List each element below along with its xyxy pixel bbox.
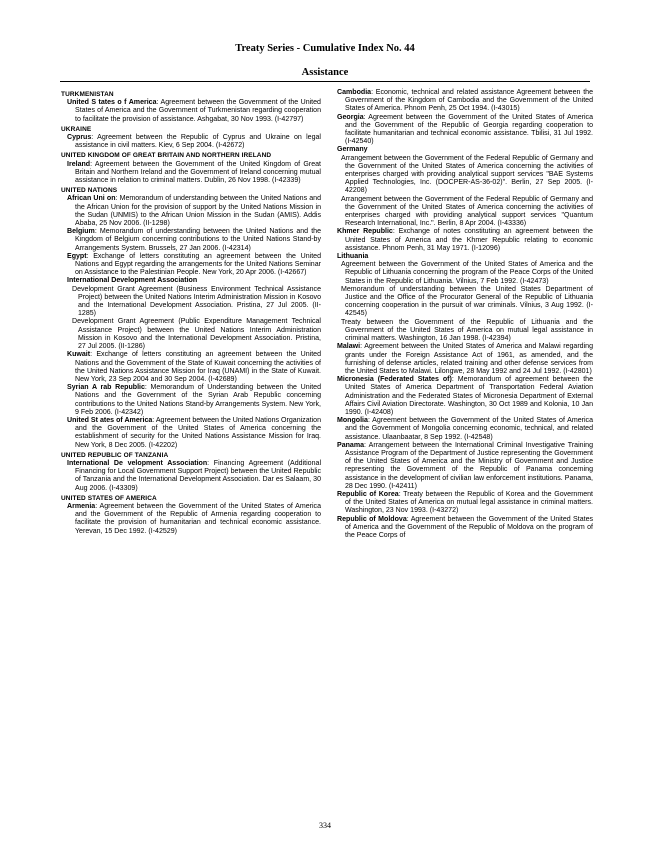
entry-armenia (61, 503, 321, 536)
entry-name: Syrian A rab Republic (67, 384, 145, 392)
entry-text: : Economic, technical and related assistance Agreement between the Government of the Kingdom of Cambodia and the Government of the United States of America. Phnom Penh, 25 Oct 1994. (I-43015) (345, 89, 593, 113)
entry-kuwait (61, 351, 321, 384)
entry-text: : Exchange of letters constituting an agreement between the United Nations and Egypt regarding the arrangements for the United Nations Seminar on Assistance to the Palestinian People. New York, 20 Apr 2006. (I-42667) (75, 252, 321, 277)
entry-ida-tanzania (61, 460, 321, 493)
entry-ida-grant-2: Development Grant Agreement (Public Expenditure Management Technical Assistance Project) between the United Nations Interim Administration Mission in Kosovo and the International Development Association. Pristina, 27 Jul 2005. (II-1286) (72, 318, 321, 351)
entry-republic-of-moldova (337, 516, 593, 541)
section-ukraine: UKRAINE (61, 125, 92, 133)
page-header-subtitle: Assistance (301, 67, 349, 78)
entry-micronesia (337, 376, 593, 417)
entry-name: Cambodia (337, 89, 372, 96)
entry-text: : Agreement between the Government of the United States of America and the Government of the Republic of Georgia regarding cooperation to facilitate humanitarian and technical economic assistance. Tbilisi, 31 Jul 1992. (I-42540) (345, 113, 593, 146)
page-number: 334 (319, 821, 331, 830)
section-united-kingdom: UNITED KINGDOM OF GREAT BRITAIN AND NORTHERN IRELAND (61, 152, 272, 160)
entry-malawi (337, 343, 593, 376)
entry-united-states (61, 99, 321, 124)
page-header-title: Treaty Series - Cumulative Index No. 44 (235, 43, 415, 54)
entry-text: : Arrangement between the International Criminal Investigative Training Assistance Program of the Department of Justice representing the Government of the United States of America and the Ministry of Government and Justice representing the Government of the Republic of Panama concerning assistance in the development of civilian law enforcement institutions. Panama, 28 Dec 1990. (I-42411) (345, 441, 593, 490)
entry-text: : Memorandum of agreement between the United States of America Department of Transportation Federal Aviation Administration and the Federated States of Micronesia Department of External Affairs Civil Aviation Directorate. Washington, 30 Oct 1989 and Kolonia, 10 Jan 1990. (I-42408) (345, 376, 593, 416)
entry-lithuania-heading: Lithuania (337, 253, 369, 261)
entry-name: Egypt (67, 252, 87, 260)
entry-name: Armenia (67, 502, 96, 510)
entry-name: Ireland (67, 160, 91, 168)
entry-text: : Treaty between the Republic of Korea and the Government of the United States of America on mutual legal assistance in criminal matters. Washington, 23 Nov 1993. (I-43272) (345, 490, 593, 515)
entry-belgium (61, 228, 321, 253)
entry-text: : Agreement between the Government of the United States of America and the Government of the Republic of Moldova on the program of the Peace Corps of (345, 515, 594, 539)
entry-united-states-un (61, 417, 321, 450)
entry-text: : Agreement between the United Nations Organization and the Government of the United States of America concerning the establishment of security for the United Nations Assistance Mission for Iraq. New York, 8 Dec 2005. (I-42202) (75, 416, 321, 449)
entry-ida-heading: International Development Association (67, 277, 198, 285)
entry-text: : Exchange of notes constituting an agreement between the United States of America and the Khmer Republic relating to economic assistance. Phnom Penh, 31 May 1971. (I-12096) (345, 228, 593, 252)
entry-name: Khmer Republic (337, 228, 393, 236)
right-column (337, 89, 593, 540)
entry-text: : Agreement between the Government of the United Kingdom of Great Britain and Northern Ireland and the Government of Ireland concerning mutual assistance in relation to criminal matters. Dublin, 26 Nov 1998. (I-42339) (75, 160, 321, 185)
entry-name: Republic of Korea (337, 490, 399, 498)
entry-text: : Agreement between the Government of the United States of America and the Government of Mongolia concerning economic, technical, and related assistance. Ulaanbaatar, 8 Sep 1992. (I-42548) (345, 417, 593, 441)
entry-ida-grant-1: Development Grant Agreement (Business Environment Technical Assistance Project) between the United Nations Interim Administration Mission in Kosovo and the International Development Association. Pristina, 27 Jul 2005. (II-1285) (72, 285, 321, 318)
entry-lithuania-1: Agreement between the Government of the United States of America and the Republic of Lithuania concerning the program of the Peace Corps of the United States in the Republic of Lithuania. Vilnius, 7 Feb 1992. (I-42473) (341, 261, 593, 285)
header-rule (60, 81, 590, 82)
entry-name: Panama (337, 441, 365, 449)
section-united-states: UNITED STATES OF AMERICA (61, 494, 157, 502)
entry-name: Republic of Moldova (337, 515, 407, 523)
entry-syria (61, 384, 321, 417)
section-turkmenistan: TURKMENISTAN (61, 91, 114, 98)
entry-text: : Agreement between the Government of the United States of America and the Government of Turkmenistan regarding cooperation to facilitate the provision of assistance. Ashgabat, 30 Nov 1993. (I-42797) (75, 99, 321, 123)
entry-name: United S tates o f America (67, 99, 157, 107)
left-column (61, 89, 321, 536)
entry-lithuania-3: Treaty between the Government of the Republic of Lithuania and the Government of the United States of America on mutual legal assistance in criminal matters. Washington, 16 Jan 1998. (I-42394) (341, 318, 593, 343)
entry-text: : Memorandum of understanding between the United Nations and the Kingdom of Belgium concerning contributions to the United Nations Stand-by Arrangements System. Brussels, 27 Jan 2006. (I-42314) (75, 228, 321, 252)
entry-khmer-republic (337, 228, 593, 253)
entry-name: Malawi (337, 343, 361, 351)
entry-name: United St ates of America (67, 416, 153, 424)
entry-ireland (61, 161, 321, 186)
entry-name: Micronesia (Federated States of) (337, 376, 452, 384)
entry-name: Kuwait (67, 351, 91, 359)
entry-name: Cyprus (67, 134, 92, 142)
entry-cambodia (337, 89, 593, 114)
entry-panama (337, 442, 593, 491)
entry-text: : Agreement between the Republic of Cyprus and Ukraine on legal assistance in civil matters. Kiev, 6 Sep 2004. (I-42672) (75, 134, 321, 150)
entry-name: Mongolia (337, 417, 368, 425)
entry-text: : Agreement between the United States of America and Malawi regarding grants under the Foreign Assistance Act of 1961, as amended, and the furnishing of defense articles, related training and other defense services from the United States to Malawi. Lilongwe, 28 May 1992 and 24 Jul 1992. (I-42801) (345, 343, 593, 375)
entry-germany-2: Arrangement between the Government of the Federal Republic of Germany and the Government of the United States of America concerning the activities of enterprises charged with providing analytical support services "Quantum Research International, Inc.". Berlin, 8 Apr 2004. (I-43336) (341, 195, 593, 228)
entry-text: : Agreement between the Government of the United States of America and the Government of the Republic of Armenia regarding cooperation to facilitate the provision of humanitarian and technical economic assistance. Yerevan, 15 Dec 1992. (I-42529) (75, 502, 321, 535)
entry-cyprus (61, 134, 321, 150)
entry-african-union (61, 195, 321, 228)
entry-text: : Memorandum of understanding between the United Nations and the African Union for the provision of support by the United Nations Mission in the Sudan (UNMIS) to the African Union Mission in the Sudan (AMIS). Addis Ababa, 25 Nov 2006. (II-1298) (75, 195, 321, 228)
entry-name: Georgia (337, 113, 364, 121)
entry-lithuania-2: Memorandum of understanding between the United States Department of Justice and the Office of the Procurator General of the Republic of Lithuania concerning cooperation in the pursuit of war criminals. Vilnius, 3 Aug 1992. (I-42545) (341, 285, 593, 318)
entry-georgia (337, 114, 593, 147)
entry-name: Belgium (67, 228, 95, 236)
entry-name: African Uni on (67, 195, 116, 203)
section-tanzania: UNITED REPUBLIC OF TANZANIA (61, 451, 169, 459)
entry-text: : Memorandum of Understanding between the United Nations and the Government of the Syrian Arab Republic concerning contributions to the United Nations Stand-by Arrangements System. New York, 9 Feb 2006. (I-42342) (75, 384, 321, 416)
entry-germany-heading: Germany (337, 146, 368, 154)
entry-text: : Exchange of letters constituting an agreement between the United Nations and the Government of the State of Kuwait concerning the activities of the United Nations Assistance Mission for Iraq (UNAMI) in the State of Kuwait. New York, 23 Sep 2004 and 30 Sep 2004. (I-42689) (75, 351, 321, 383)
entry-republic-of-korea (337, 491, 593, 516)
section-united-nations: UNITED NATIONS (61, 187, 118, 195)
entry-name: International De velopment Association (67, 459, 208, 467)
entry-egypt (61, 253, 321, 278)
entry-text: : Financing Agreement (Additional Financing for Local Government Support Project) between the United Republic of Tanzania and the International Development Association. Dar es Salaam, 30 Aug 2006. (I-43309) (75, 459, 322, 492)
entry-germany-1: Arrangement between the Government of the Federal Republic of Germany and the Government of the United States of America concerning the activities of enterprises charged with providing analytical support services "BAE Systems Applied Technologies, Inc. (DOCPER-AS-36-02)". Berlin, 27 Sep 2005. (I-42208) (341, 154, 593, 195)
entry-mongolia (337, 417, 593, 442)
